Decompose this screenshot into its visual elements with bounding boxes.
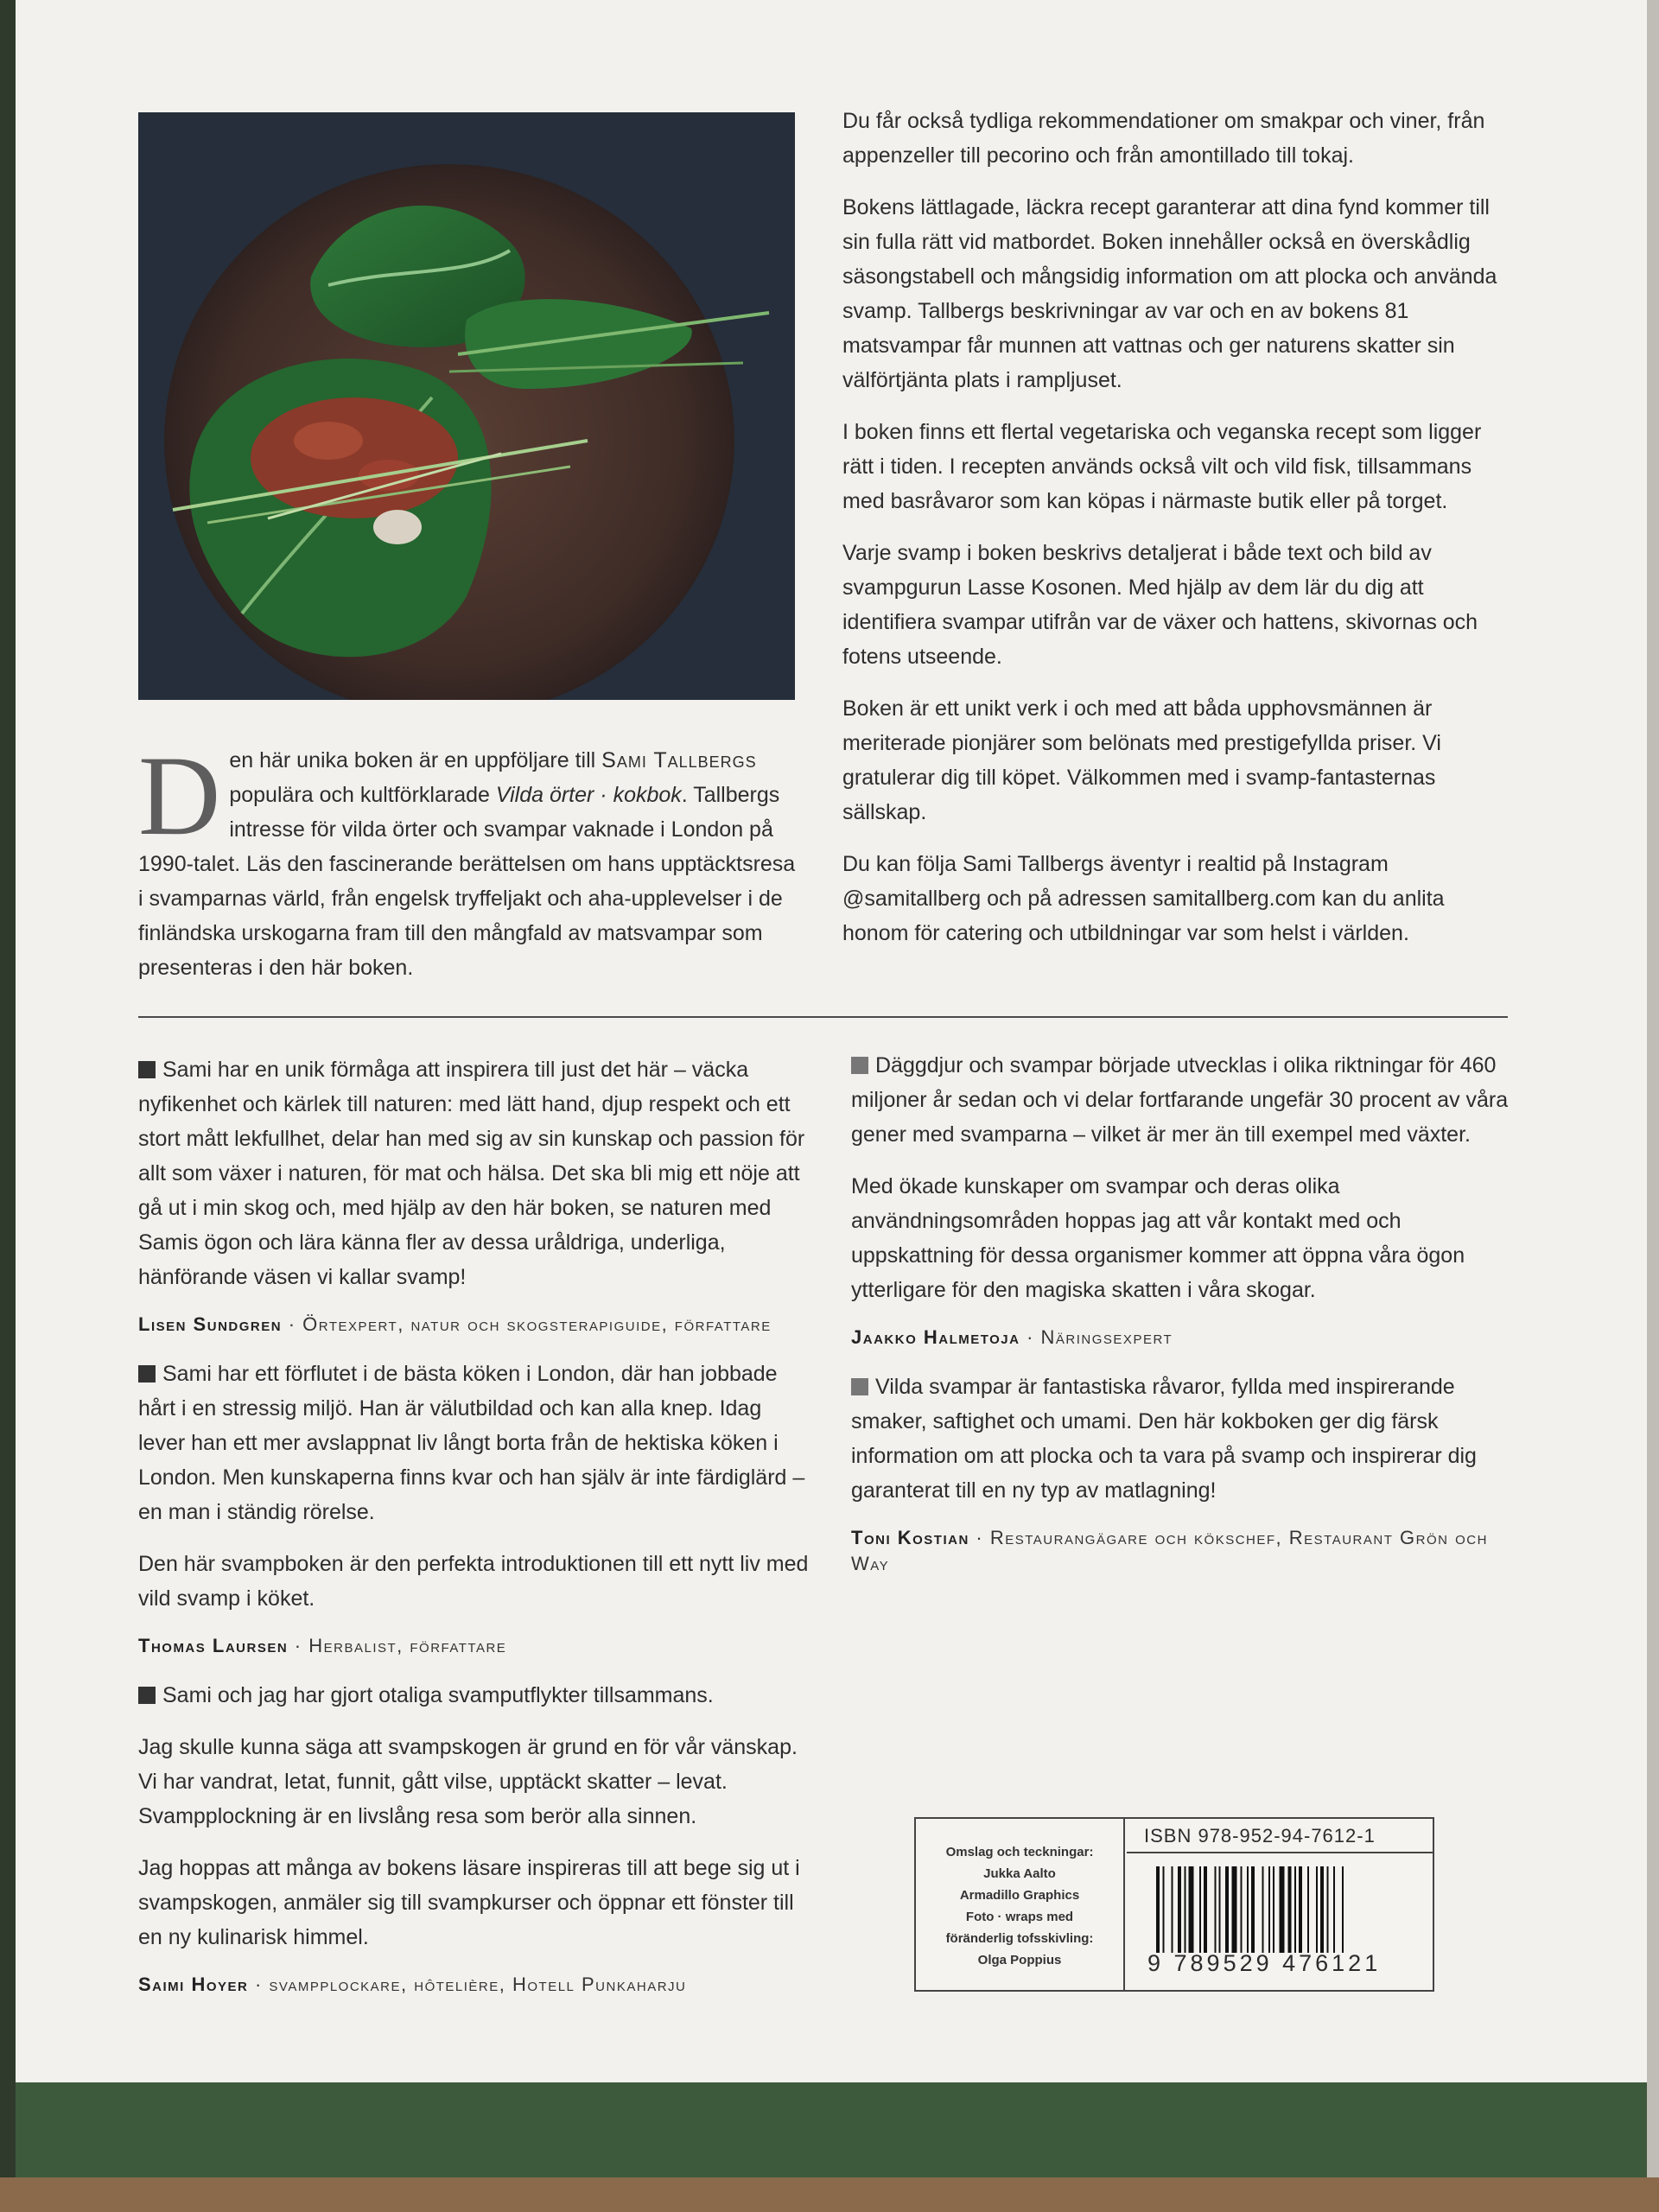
barcode-bar — [1232, 1866, 1237, 1953]
description-paragraph: Bokens lättlagade, läckra recept garanterar att dina fynd kommer till sin fulla rätt vid matbordet. Boken innehåller också en överskådlig säsongstabell och mångsidig information om att plocka och använda svamp. Tallbergs beskrivningar av var och en av bokens 81 matsvampar får munnen att vattnas och ger naturens skatter sin välförtjänta plats i rampljuset. — [842, 195, 1497, 392]
barcode-bar — [1156, 1866, 1160, 1953]
barcode-bar — [1273, 1866, 1274, 1953]
barcode — [1156, 1866, 1398, 1953]
description-paragraph: Varje svamp i boken beskrivs detaljerat i både text och bild av svampgurun Lasse Kosonen. Med hjälp av dem lär du dig att identifiera svampar utifrån var de växer och hattens, skivornas och fotens utseende. — [842, 541, 1478, 669]
intro-paragraph — [138, 732, 804, 985]
barcode-bar — [1320, 1866, 1324, 1953]
intro-author: Sami Tallbergs — [601, 748, 757, 772]
quote: Sami har ett förflutet i de bästa köken i London, där han jobbade hårt i en stressig miljö. Han är välutbildad och kan alla knep. Idag lever han ett mer avslappnat liv långt borta från de hektiska köken i London. Men kunskaperna finns kvar och han själv är inte färdiglärd – en man i ständig rörelse. — [138, 1362, 805, 1524]
quote: Vilda svampar är fantastiska råvaror, fyllda med inspirerande smaker, saftighet och umami. Den här kokboken ger dig färsk information om att plocka och ta vara på svamp och inspirerar dig garanterat till en ny typ av matlagning! — [851, 1375, 1477, 1503]
barcode-bar — [1204, 1866, 1207, 1953]
barcode-bar — [1268, 1866, 1270, 1953]
table-surface — [0, 2177, 1659, 2212]
description-paragraph: Du kan följa Sami Tallbergs äventyr i realtid på Instagram @samitallberg och på adressen samitallberg.com kan du anlita honom för catering och utbildningar var som helst i världen. — [842, 852, 1445, 945]
barcode-bar — [1294, 1866, 1296, 1953]
description-paragraph: I boken finns ett flertal vegetariska och veganska recept som ligger rätt i tiden. I recepten används också vilt och vild fisk, tillsammans med basråvaror som kan köpas i närmaste butik eller på torget. — [842, 420, 1482, 513]
background-left — [0, 0, 16, 2212]
description-paragraph: Boken är ett unikt verk i och med att båda upphovsmännen är meriterade pionjärer som belönats med prestigefyllda priser. Vi gratulerar dig till köpet. Välkommen med i svamp-fantasternas sällskap. — [842, 696, 1441, 824]
square-bullet-icon — [138, 1061, 156, 1078]
quote-continuation: Jag hoppas att många av bokens läsare inspireras till att bege sig ut i svampskogen, anmäler sig till svampkurser och öppnar ett fönster till en ny kulinarisk himmel. — [138, 1856, 800, 1949]
credit-line: Olga Poppius — [977, 1953, 1062, 1967]
barcode-bar — [1342, 1866, 1344, 1953]
barcode-bar — [1219, 1866, 1221, 1953]
section-divider — [138, 1016, 1508, 1018]
quote-continuation: Jag skulle kunna säga att svampskogen är grund en för vår vänskap. Vi har vandrat, letat, funnit, gått vilse, upptäckt skatter – levat. Svampplockning är en livslång resa som berör alla sinnen. — [138, 1735, 798, 1828]
quote-attribution: Thomas Laursen · Herbalist, författare — [138, 1635, 507, 1656]
intro-book-title: Vilda örter · kokbok — [495, 783, 682, 807]
barcode-bar — [1215, 1866, 1217, 1953]
square-bullet-icon — [851, 1057, 868, 1074]
quote: Däggdjur och svampar började utvecklas i olika riktningar för 460 miljoner år sedan och vi delar fortfarande ungefär 30 procent av våra gener med svamparna – vilket är mer än till exempel med växter. — [851, 1053, 1509, 1147]
credit-line: föränderlig tofsskivling: — [945, 1931, 1094, 1946]
credit-line: Jukka Aalto — [983, 1866, 1056, 1881]
quote: Sami och jag har gjort otaliga svamputflykter tillsammans. — [138, 1678, 812, 1713]
isbn-box — [914, 1817, 1434, 1992]
credit-line: Foto · wraps med — [965, 1910, 1074, 1924]
barcode-bar — [1288, 1866, 1292, 1953]
intro-text-2: populära och kultförklarade — [229, 783, 496, 807]
quote-continuation: Med ökade kunskaper om svampar och deras olika användningsområden hoppas jag att vår kontakt med och uppskattning för dessa organismer kommer att öppna våra ögon ytterligare för den magiska skatten i våra skogar. — [851, 1174, 1465, 1302]
barcode-bar — [1251, 1866, 1255, 1953]
barcode-bar — [1333, 1866, 1335, 1953]
quote-attribution: Lisen Sundgren · Örtexpert, natur och skogsterapiguide, författare — [138, 1313, 772, 1335]
barcode-bar — [1199, 1866, 1201, 1953]
square-bullet-icon — [138, 1365, 156, 1382]
barcode-bar — [1262, 1866, 1264, 1953]
cover-photo — [138, 112, 795, 700]
quote-attribution: Jaakko Halmetoja · Näringsexpert — [851, 1326, 1173, 1348]
barcode-bar — [1327, 1866, 1329, 1953]
barcode-digits: 9 789529 476121 — [1147, 1950, 1382, 1976]
barcode-bar — [1241, 1866, 1243, 1953]
square-bullet-icon — [851, 1378, 868, 1395]
square-bullet-icon — [138, 1687, 156, 1704]
cover-green-band — [16, 2082, 1647, 2177]
intro-text-1: en här unika boken är en uppföljare till — [229, 748, 602, 772]
barcode-bar — [1316, 1866, 1318, 1953]
barcode-bar — [1172, 1866, 1173, 1953]
barcode-bar — [1189, 1866, 1194, 1953]
quote-continuation: Den här svampboken är den perfekta introduktionen till ett nytt liv med vild svamp i köket. — [138, 1552, 809, 1611]
description-paragraph: Du får också tydliga rekommendationer om smakpar och viner, från appenzeller till pecorino och från amontillado till tokaj. — [842, 109, 1485, 168]
barcode-bar — [1163, 1866, 1165, 1953]
barcode-bar — [1307, 1866, 1309, 1953]
credit-line: Omslag och teckningar: — [945, 1845, 1094, 1859]
isbn-number: ISBN 978-952-94-7612-1 — [1127, 1819, 1433, 1853]
quote-attribution: Toni Kostian · Restaurangägare och kökschef, Restaurant Grön och Way — [851, 1527, 1488, 1574]
quote-attribution: Saimi Hoyer · svampplockare, hôtelière, Hotell Punkaharju — [138, 1974, 687, 1995]
credits — [916, 1819, 1125, 1990]
barcode-bar — [1280, 1866, 1285, 1953]
background-right — [1647, 0, 1659, 2212]
intro-text-3: . Tallbergs intresse för vilda örter och svampar vaknade i London på 1990-talet. Läs den fascinerande berättelsen om hans upptäcktsresa i svamparnas värld, från engelsk tryffeljakt och aha-upplevelser i de finländska urskogarna fram till den mångfald av matsvampar som presenteras i den här boken. — [138, 783, 796, 980]
barcode-bar — [1225, 1866, 1229, 1953]
quotes-left-column — [138, 1052, 812, 2017]
quote: Sami har en unik förmåga att inspirera till just det här – väcka nyfikenhet och kärlek till naturen: med lätt hand, djup respekt och ett stort mått lekfullhet, delar han med sig av sin kunskap och passion för allt som växer i naturen, för mat och hälsa. Det ska bli mig ett nöje att gå ut i min skog och, med hjälp av den här boken, se naturen med Samis ögon och lära känna fler av dessa uråldriga, underliga, hänförande väsen vi kallar svamp! — [138, 1058, 805, 1289]
quotes-right-column — [851, 1048, 1516, 1596]
credit-line: Armadillo Graphics — [959, 1888, 1080, 1903]
drop-cap: D — [138, 732, 221, 859]
barcode-bar — [1247, 1866, 1249, 1953]
barcode-bar — [1299, 1866, 1302, 1953]
barcode-bar — [1178, 1866, 1181, 1953]
barcode-bar — [1185, 1866, 1186, 1953]
food-photo-illustration — [138, 112, 795, 700]
description-column — [842, 104, 1508, 968]
